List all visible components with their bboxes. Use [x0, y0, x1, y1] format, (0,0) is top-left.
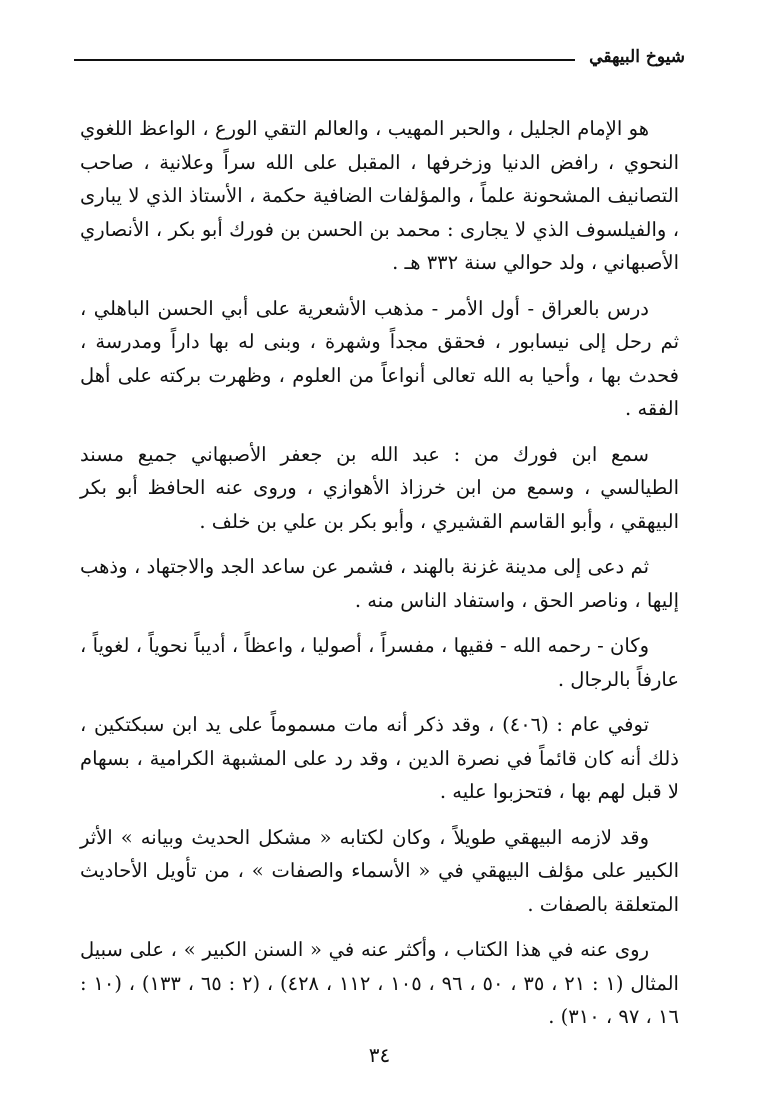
- running-title: شيوخ البيهقي: [589, 47, 685, 67]
- page-number: ٣٤: [368, 1043, 391, 1067]
- paragraph-teachers: سمع ابن فورك من : عبد الله بن جعفر الأصبهاني جميع مسند الطيالسي ، وسمع من ابن خرزاذ الأهوازي ، وروى عنه الحافظ أبو بكر البيهقي ، وأبو القاسم القشيري ، وأبو بكر بن علي بن خلف .: [80, 442, 679, 533]
- paragraph-references: روى عنه في هذا الكتاب ، وأكثر عنه في « السنن الكبير » ، على سبيل المثال (١ : ٢١ ، ٣٥ ، ٥٠ ، ٩٦ ، ١٠٥ ، ١١٢ ، ٤٢٨) ، (٢ : ٦٥ ، ١٣٣) ، (١٠ : ١٦ ، ٩٧ ، ٣١٠) .: [80, 938, 679, 1028]
- paragraph-biography: هو الإمام الجليل ، والحبر المهيب ، والعالم التقي الورع ، الواعظ اللغوي النحوي ، رافض الدنيا وزخرفها ، المقبل على الله سراً وعلانية ، صاحب التصانيف المشحونة علماً ، والمؤلفات الضافية حكمة ، الأستاذ الذي لا يبارى ، والفيلسوف الذي لا يجارى : محمد بن الحسن بن فورك أبو بكر ، الأنصاري الأصبهاني ، ولد حوالي سنة ٣٣٢ هـ .: [80, 117, 679, 274]
- running-header: [74, 42, 685, 72]
- paragraph-studies: درس بالعراق - أول الأمر - مذهب الأشعرية على أبي الحسن الباهلي ، ثم رحل إلى نيسابور ، فحقق مجداً وشهرة ، وبنى له بها داراً ومدرسة ، فحدث بها ، وأحيا به الله تعالى أنواعاً من العلوم ، وظهرت بركته على أهل الفقه .: [80, 296, 679, 420]
- paragraph-influence: وقد لازمه البيهقي طويلاً ، وكان لكتابه « مشكل الحديث وبيانه » الأثر الكبير على مؤلف البيهقي في « الأسماء والصفات » ، من تأويل الأحاديث المتعلقة بالصفات .: [80, 825, 679, 916]
- paragraph-death: توفي عام : (٤٠٦) ، وقد ذكر أنه مات مسموماً على يد ابن سبكتكين ، ذلك أنه كان قائماً في نصرة الدين ، وقد رد على المشبهة الكرامية ، بسهام لا قبل لهم بها ، فتحزبوا عليه .: [80, 713, 679, 803]
- paragraph-ghazna: ثم دعى إلى مدينة غزنة بالهند ، فشمر عن ساعد الجد والاجتهاد ، وذهب إليها ، وناصر الحق ، واستفاد الناس منه .: [80, 555, 679, 612]
- body-text: [80, 112, 679, 1046]
- header-rule: [74, 59, 575, 61]
- paragraph-qualities: وكان - رحمه الله - فقيها ، مفسراً ، أصوليا ، واعظاً ، أديباً نحوياً ، لغوياً ، عارفاً بالرجال .: [80, 634, 679, 691]
